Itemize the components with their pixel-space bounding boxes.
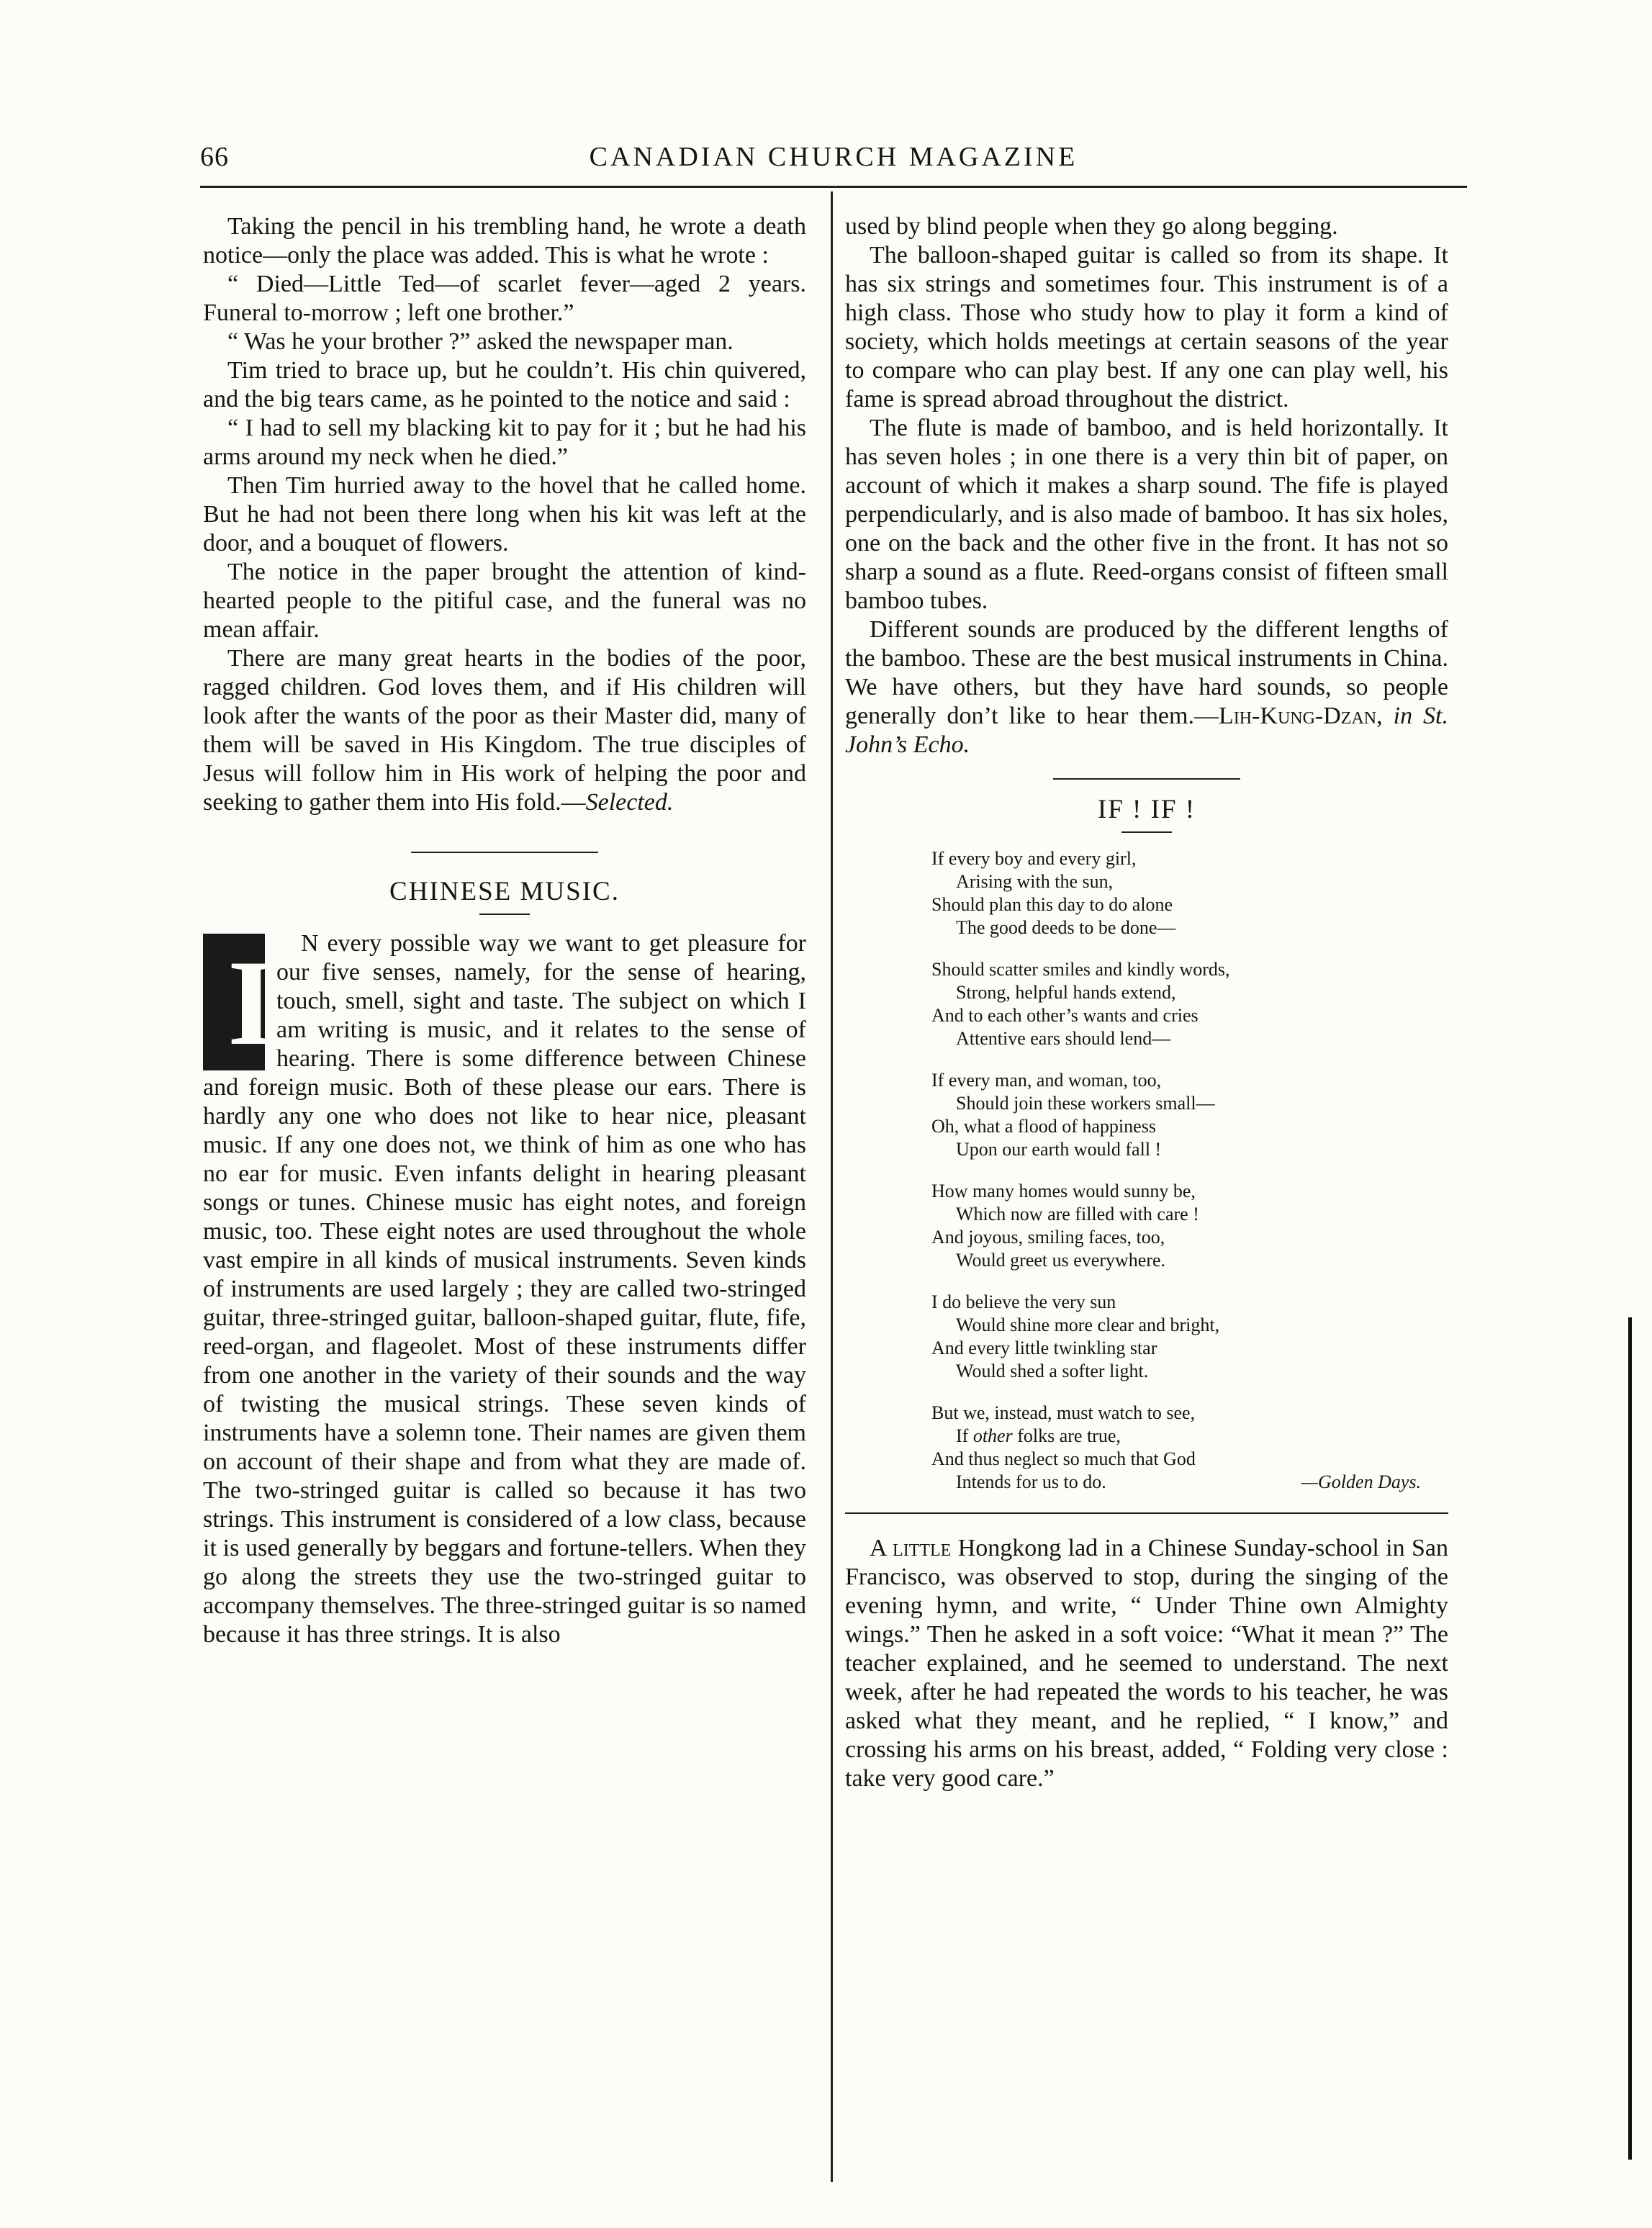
music-text: N every possible way we want to get pleasure for our five senses, namely, for the sense of hearing, touch, smell, sight and taste. The subject on which I am writing is music, and it relates to the sense of hearing. There is some difference between Chinese and foreign music. Both of these please our ears. There is hardly any one who does not like to hear nice, pleasant music. If any one does not, we think of him as one who has no ear for music. Even infants delight in hearing pleasant songs or tunes. Chinese music has eight notes, and foreign music, too. These eight notes are used throughout the whole vast empire in all kinds of musical instruments. Seven kinds of instruments are used largely ; they are called two-stringed guitar, three-stringed guitar, balloon-shaped guitar, flute, fife, reed-organ, and flageolet. Most of these instruments differ from one another in the variety of their sounds and the way of twisting the musical strings. These seven kinds of instruments have a solemn tone. Their names are given them on account of their shape and from what they are made of. The two-stringed guitar is called so because it has two strings. This instrument is considered of a low class, because it is used generally by beggars and fortune-tellers. When they go along the streets they use the two-stringed guitar to accompany themselves. The three-stringed guitar is so named because it has three strings. It is also	[203, 930, 806, 1648]
poem-line: But we, instead, must watch to see,	[931, 1402, 1196, 1423]
closing-text: There are many great hearts in the bodies of the poor, ragged children. God loves them, and if His children will look after the wants of the poor as their Master did, many of them will be saved in His Kingdom. The true disciples of Jesus will follow him in His work of helping the poor and seeking to gather them into His fold.—	[203, 645, 806, 816]
music-paragraph-last	[845, 615, 1448, 759]
poem-stanza	[931, 1069, 1421, 1161]
poem-line: Which now are filled with care !	[956, 1204, 1199, 1225]
poem-line: Attentive ears should lend—	[956, 1028, 1171, 1049]
poem-line: Would shine more clear and bright,	[956, 1314, 1220, 1335]
poem-credit: —Golden Days.	[1301, 1471, 1421, 1492]
section-title-chinese-music: CHINESE MUSIC.	[389, 877, 620, 906]
poem-line-part: Intends for us to do.	[956, 1471, 1106, 1492]
running-title: CANADIAN CHURCH MAGAZINE	[589, 142, 1078, 172]
page-header	[200, 141, 1467, 191]
story-paragraph: “ Was he your brother ?” asked the newspaper man.	[227, 328, 734, 355]
poem-title: IF ! IF !	[1097, 795, 1196, 824]
poem-line-part: If	[956, 1425, 973, 1446]
poem-line: Upon our earth would fall !	[956, 1139, 1162, 1160]
music-author: Lih-Kung-Dzan,	[1218, 703, 1383, 729]
right-column	[845, 212, 1448, 1793]
poem-line: And joyous, smiling faces, too,	[931, 1227, 1165, 1248]
poem-stanza	[931, 1291, 1421, 1383]
drop-cap	[203, 934, 276, 1070]
title-underline	[1121, 831, 1172, 833]
story-paragraph: Tim tried to brace up, but he couldn’t. His chin quivered, and the big tears came, as he pointed to the notice and said :	[203, 357, 806, 412]
poem-line: How many homes would sunny be,	[931, 1181, 1196, 1201]
section-divider	[1053, 778, 1240, 780]
hongkong-lad-paragraph	[845, 1534, 1448, 1793]
drop-cap-letter: I	[227, 935, 276, 1070]
closing-attribution: Selected.	[585, 789, 674, 816]
poem-line: Would greet us everywhere.	[956, 1250, 1166, 1271]
section-divider	[411, 852, 598, 853]
poem-line-emphasis: other	[972, 1425, 1013, 1446]
column-rule	[831, 191, 833, 2182]
poem-line: The good deeds to be done—	[956, 917, 1176, 938]
poem-line: And to each other’s wants and cries	[931, 1005, 1199, 1026]
margin-scan-line	[1628, 1317, 1632, 2160]
poem-line: If every boy and every girl,	[931, 848, 1137, 869]
section-divider	[845, 1512, 1448, 1514]
poem-line: If every man, and woman, too,	[931, 1070, 1162, 1091]
story-text: Hongkong lad in a Chinese Sunday-school in San Francisco, was observed to stop, during the singing of the evening hymn, and write, “ Under Thine own Almighty wings.” Then he asked in a soft voice: “What it mean ?” The teacher explained, and he seemed to understand. The next week, after he had repeated the words to his teacher, he was asked what they meant, and he replied, “ I know,” and crossing his arms on his breast, added, “ Folding very close : take very good care.”	[845, 1535, 1448, 1792]
left-column	[203, 212, 806, 1649]
story-paragraph: “ Died—Little Ted—of scarlet fever—aged 2 years. Funeral to-morrow ; left one brother.”	[203, 271, 806, 326]
music-opening-paragraph	[203, 929, 806, 1649]
poem-stanza	[931, 1180, 1421, 1272]
poem-line: Should join these workers small—	[956, 1093, 1215, 1114]
story-closing	[203, 644, 806, 817]
poem-line: And thus neglect so much that God	[931, 1448, 1196, 1469]
music-last-text: Different sounds are produced by the different lengths of the bamboo. These are the best musical instruments in China. We have others, but they have hard sounds, so people generally don’t like to hear them.—	[845, 616, 1448, 729]
music-paragraph: The flute is made of bamboo, and is held horizontally. It has seven holes ; in one there is a very thin bit of paper, on account of which it makes a sharp sound. The fife is played perpendicularly, and is also made of bamboo. It has six holes, one on the back and the other five in the front. It has not so sharp a sound as a flute. Reed-organs consist of fifteen small bamboo tubes.	[845, 415, 1448, 614]
story-paragraph: Taking the pencil in his trembling hand, he wrote a death notice—only the place was added. This is what he wrote :	[203, 213, 806, 269]
story-paragraph: Then Tim hurried away to the hovel that he called home. But he had not been there long when his kit was left at the door, and a bouquet of flowers.	[203, 472, 806, 556]
poem-stanza	[931, 847, 1421, 939]
music-source: in St. John’s Echo.	[845, 703, 1448, 758]
poem-line: Should scatter smiles and kindly words,	[931, 959, 1230, 980]
poem-line: Would shed a softer light.	[956, 1361, 1149, 1381]
story-paragraph: “ I had to sell my blacking kit to pay for it ; but he had his arms around my neck when he died.”	[203, 415, 806, 470]
poem-line: And every little twinkling star	[931, 1338, 1157, 1358]
page-number: 66	[200, 142, 229, 172]
music-continuation: used by blind people when they go along begging.	[845, 213, 1338, 240]
poem-line-part: folks are true,	[1012, 1425, 1121, 1446]
story-lead: A little	[870, 1535, 952, 1561]
poem-stanza-final	[931, 1402, 1421, 1494]
poem-line: Strong, helpful hands extend,	[956, 982, 1176, 1003]
story-paragraph: The notice in the paper brought the attention of kind-hearted people to the pitiful case, and the funeral was no mean affair.	[203, 559, 806, 643]
title-underline	[479, 914, 530, 915]
header-rule	[200, 186, 1467, 188]
poem-line: I do believe the very sun	[931, 1291, 1116, 1312]
poem-line: Oh, what a flood of happiness	[931, 1116, 1156, 1137]
poem-line-with-credit	[931, 1471, 1421, 1494]
music-paragraph: The balloon-shaped guitar is called so from its shape. It has six strings and sometimes four. This instrument is of a high class. Those who study how to play it form a kind of society, which holds meetings at certain seasons of the year to compare who can play best. If any one can play well, his fame is spread abroad throughout the district.	[845, 242, 1448, 412]
poem-line: Arising with the sun,	[956, 871, 1114, 892]
poem	[931, 847, 1421, 1494]
poem-stanza	[931, 958, 1421, 1050]
poem-line	[931, 1425, 1421, 1448]
poem-line: Should plan this day to do alone	[931, 894, 1173, 915]
